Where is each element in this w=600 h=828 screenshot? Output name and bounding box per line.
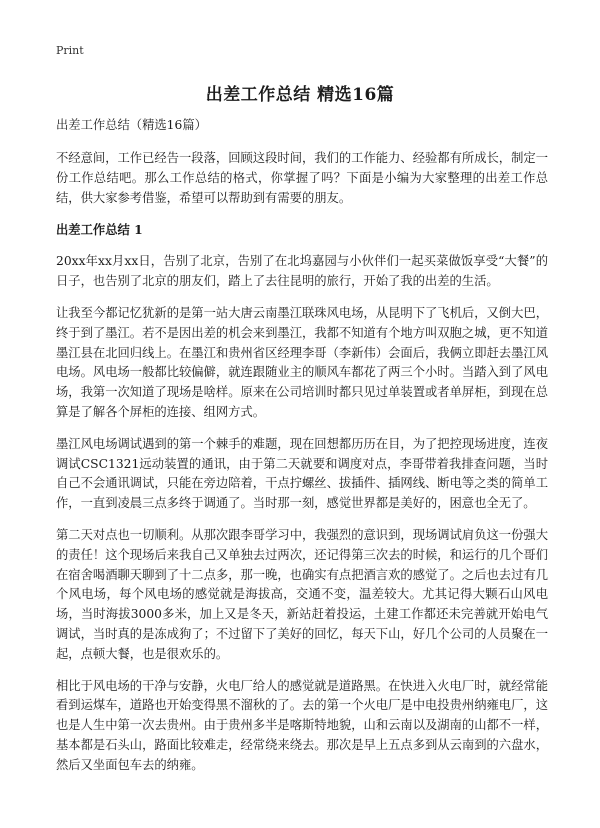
body-paragraph: 20xx年xx月xx日，告别了北京，告别了在北坞嘉园与小伙伴们一起买菜做饭享受“大餐”的日子，也告别了北京的朋友们，踏上了去往昆明的旅行，开始了我的出差的生活。 xyxy=(56,254,548,289)
page-title: 出差工作总结 精选16篇 xyxy=(205,85,395,105)
body-paragraph: 相比于风电场的干净与安静，火电厂给人的感觉就是道路黑。在快进入火电厂时，就经常能看到运煤车，道路也开始变得黑不溜秋的了。去的第一个火电厂是中电投贵州纳雍电厂，这也是人生中第一次去贵州。由于贵州多半是喀斯特地貌，山和云南以及湖南的山都不一样，基本都是石头山，路面比较难走，经常绕来绕去。那次是早上五点多到从云南到的六盘水，然后又坐面包车去的纳雍。 xyxy=(56,678,548,772)
body-paragraph: 第二天对点也一切顺利。从那次跟李哥学习中，我强烈的意识到，现场调试肩负这一份强大的责任！这个现场后来我自己又单独去过两次，还记得第三次去的时候，和运行的几个哥们在宿舍喝酒聊天聊到了十二点多，那一晚，也确实有点把酒言欢的感觉了。之后也去过有几个风电场，每个风电场的感觉就是海拔高，交通不变，温差较大。尤其记得大颗石山风电场，当时海拔3000多米，加上又是冬天，新站赶着投运，土建工作都还未完善就开始电气调试，当时真的是冻成狗了；不过留下了美好的回忆，每天下山，好几个公司的人员聚在一起，点顿大餐，也是很欢乐的。 xyxy=(56,527,548,661)
document-body xyxy=(56,116,548,788)
body-paragraph: 让我至今都记忆犹新的是第一站大唐云南墨江联珠风电场，从昆明下了飞机后，又倒大巴，终于到了墨江。若不是因出差的机会来到墨江，我都不知道有个地方叫双胞之城，更不知道墨江县在北回归线上。在墨江和贵州省区经理李哥（李新伟）会面后，我俩立即赶去墨江风电场。风电场一般都比较偏僻，就连跟随业主的顺风车都花了两三个小时。当踏入到了风电场，我第一次知道了现场是啥样。原来在公司培训时都只见过单装置或者单屏柜，到现在总算是了解各个屏柜的连接、组网方式。 xyxy=(56,305,548,419)
print-label[interactable]: Print xyxy=(56,44,84,57)
body-paragraph: 墨江风电场调试遇到的第一个棘手的难题，现在回想都历历在目，为了把控现场进度，连夜调试CSC1321远动装置的通讯，由于第二天就要和调度对点，李哥带着我排查问题，当时自己不会通讯调试，只能在旁边陪着，干点拧螺丝、拔插件、插网线、断电等之类的简单工作，一直到凌晨三点多终于调通了。当时那一刻，感觉世界都是美好的，困意也全无了。 xyxy=(56,436,548,511)
section-heading: 出差工作总结 1 xyxy=(56,222,143,238)
intro-paragraph: 不经意间，工作已经告一段落，回顾这段时间，我们的工作能力、经验都有所成长，制定一份工作总结吧。那么工作总结的格式，你掌握了吗？下面是小编为大家整理的出差工作总结，供大家参考借鉴，希望可以帮助到有需要的朋友。 xyxy=(56,151,548,205)
document-subtitle: 出差工作总结（精选16篇） xyxy=(56,118,207,132)
